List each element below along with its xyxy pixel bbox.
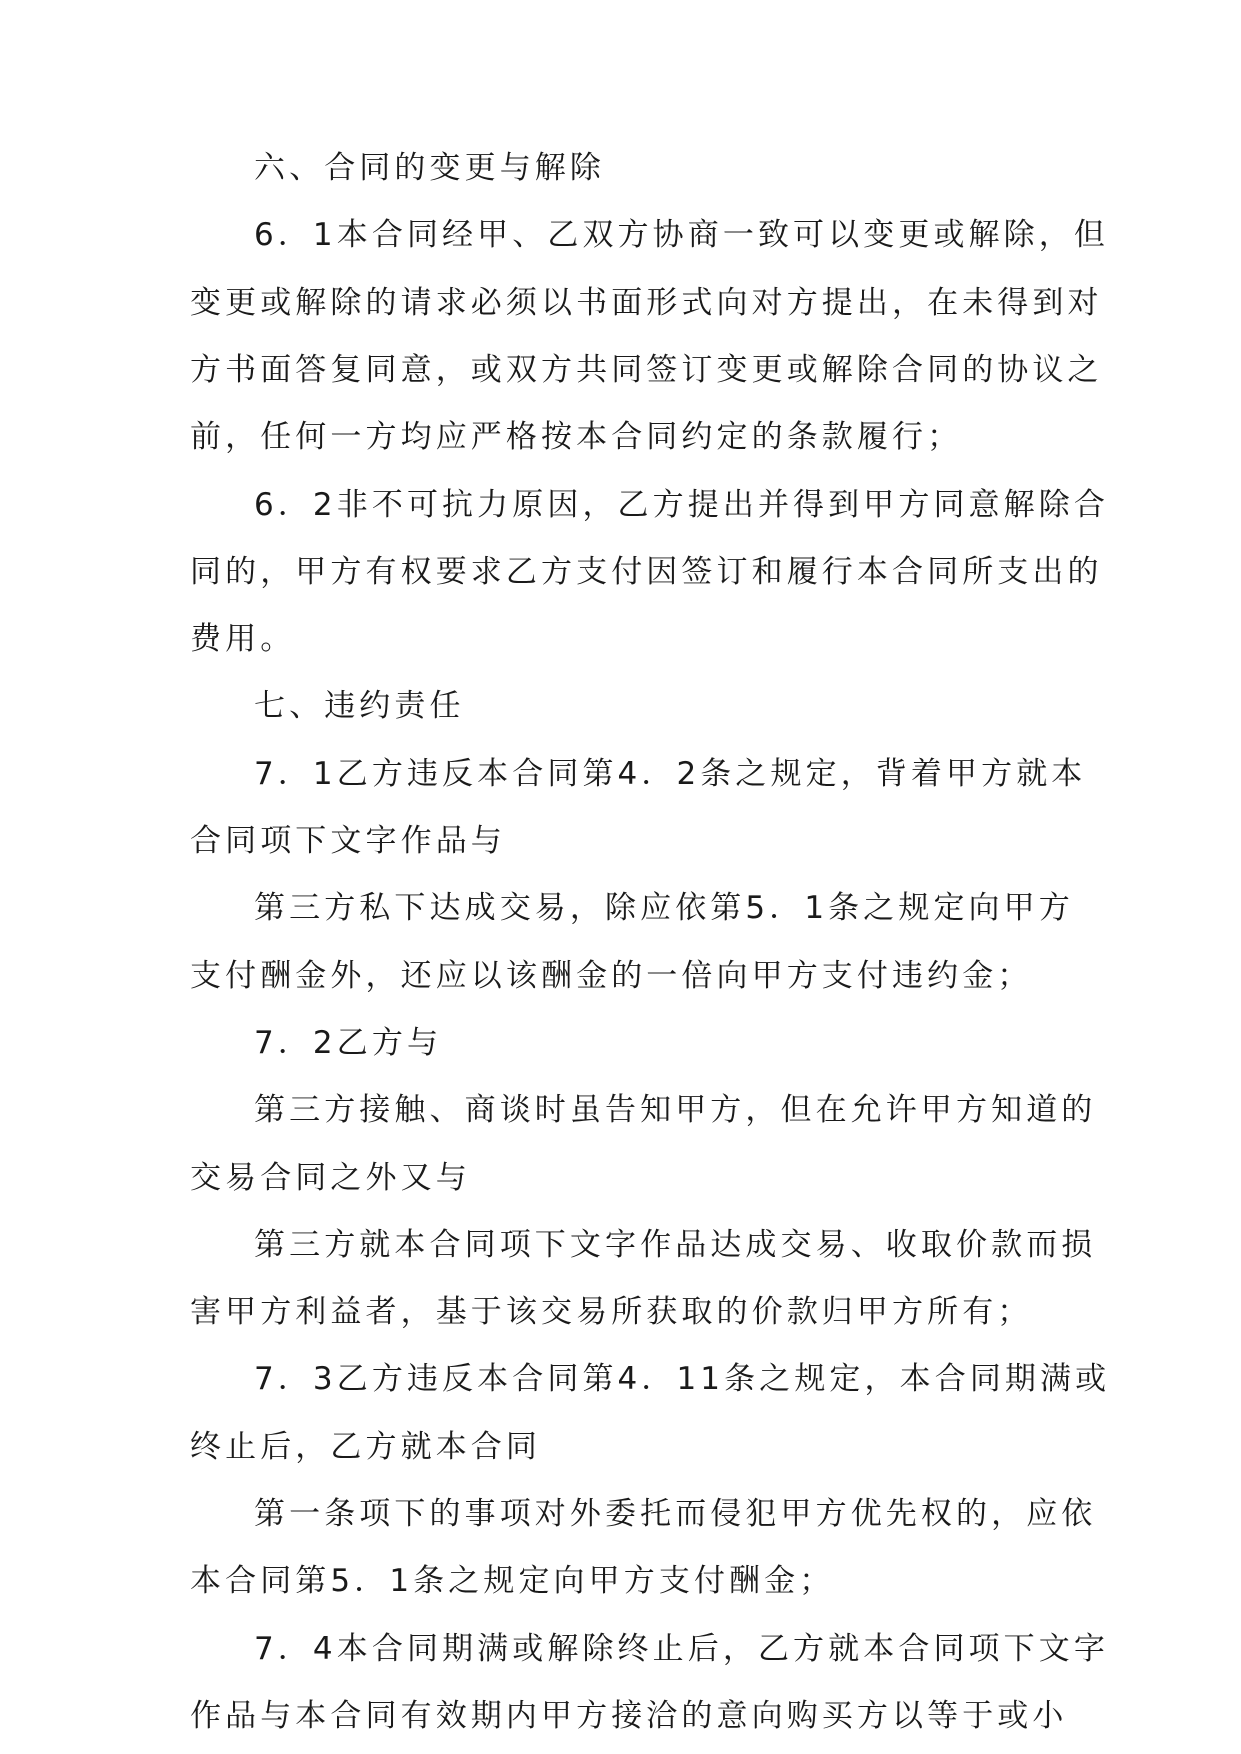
paragraph-line: 6．1本合同经甲、乙双方协商一致可以变更或解除，但: [254, 217, 1109, 253]
paragraph-line: 支付酬金外，还应以该酬金的一倍向甲方支付违约金；: [190, 958, 1033, 994]
paragraph-line: 7．2乙方与: [254, 1025, 443, 1061]
paragraph-line: 7．3乙方违反本合同第4．11条之规定，本合同期满或: [254, 1361, 1111, 1397]
paragraph-line: 第三方就本合同项下文字作品达成交易、收取价款而损: [254, 1227, 1097, 1263]
paragraph-line: 第三方接触、商谈时虽告知甲方，但在允许甲方知道的: [254, 1092, 1097, 1128]
paragraph-line: 变更或解除的请求必须以书面形式向对方提出，在未得到对: [190, 285, 1103, 321]
section-heading-7: 七、违约责任: [254, 688, 465, 724]
paragraph-line: 方书面答复同意，或双方共同签订变更或解除合同的协议之: [190, 352, 1103, 388]
paragraph-line: 前，任何一方均应严格按本合同约定的条款履行；: [190, 419, 963, 455]
paragraph-line: 6．2非不可抗力原因，乙方提出并得到甲方同意解除合: [254, 487, 1109, 523]
paragraph-line: 同的，甲方有权要求乙方支付因签订和履行本合同所支出的: [190, 554, 1103, 590]
paragraph-line: 害甲方利益者，基于该交易所获取的价款归甲方所有；: [190, 1294, 1033, 1330]
paragraph-line: 7．1乙方违反本合同第4．2条之规定，背着甲方就本: [254, 756, 1087, 792]
paragraph-line: 7．4本合同期满或解除终止后，乙方就本合同项下文字: [254, 1631, 1109, 1667]
paragraph-line: 第一条项下的事项对外委托而侵犯甲方优先权的，应依: [254, 1496, 1097, 1532]
paragraph-line: 本合同第5．1条之规定向甲方支付酬金；: [190, 1563, 835, 1599]
paragraph-line: 合同项下文字作品与: [190, 823, 506, 859]
paragraph-line: 作品与本合同有效期内甲方接洽的意向购买方以等于或小: [190, 1698, 1068, 1734]
paragraph-line: 终止后，乙方就本合同: [190, 1429, 541, 1465]
section-heading-6: 六、合同的变更与解除: [254, 150, 605, 186]
paragraph-line: 第三方私下达成交易，除应依第5．1条之规定向甲方: [254, 890, 1074, 926]
paragraph-line: 费用。: [190, 621, 296, 657]
paragraph-line: 交易合同之外又与: [190, 1160, 471, 1196]
